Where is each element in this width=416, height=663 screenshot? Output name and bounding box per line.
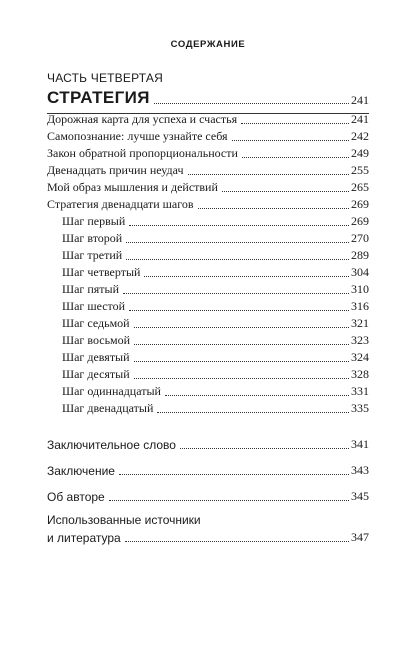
page-number: 242 [351, 129, 369, 143]
page-number: 341 [351, 437, 369, 451]
part-label: ЧАСТЬ ЧЕТВЕРТАЯ [47, 71, 163, 85]
page-number: 304 [351, 265, 369, 279]
toc-entry[interactable] [47, 197, 369, 212]
entry-title: Стратегия двенадцати шагов [47, 197, 194, 211]
toc-sub-entry[interactable] [62, 367, 369, 382]
page-number: 269 [351, 214, 369, 228]
toc-entry[interactable] [47, 489, 369, 504]
entry-title: Шаг третий [62, 248, 123, 262]
toc-sub-entry[interactable] [62, 282, 369, 297]
entry-title: Шаг двенадцатый [62, 401, 154, 415]
toc-entry[interactable] [47, 129, 369, 144]
toc-entry[interactable] [47, 437, 369, 452]
toc-entry-part-title[interactable] [47, 88, 369, 108]
entry-title: Шаг седьмой [62, 316, 130, 330]
page-number: 321 [351, 316, 369, 330]
leader-dots [232, 140, 349, 141]
leader-dots [222, 191, 349, 192]
entry-title: Шаг второй [62, 231, 123, 245]
entry-title: Заключительное слово [47, 438, 176, 452]
leader-dots [134, 378, 349, 379]
leader-dots [109, 500, 349, 501]
entry-title: Самопознание: лучше узнайте себя [47, 129, 228, 143]
toc-entry-sources[interactable] [47, 530, 369, 545]
page-number: 328 [351, 367, 369, 381]
toc-sub-entry[interactable] [62, 401, 369, 416]
leader-dots [123, 293, 349, 294]
toc-sub-entry[interactable] [62, 350, 369, 365]
page-number: 316 [351, 299, 369, 313]
page-number: 289 [351, 248, 369, 262]
leader-dots [134, 327, 349, 328]
leader-dots [134, 361, 349, 362]
leader-dots [242, 157, 349, 158]
page-number: 324 [351, 350, 369, 364]
entry-title: Шаг восьмой [62, 333, 131, 347]
toc-sub-entry[interactable] [62, 231, 369, 246]
toc-entry[interactable] [47, 463, 369, 478]
entry-title: Шаг девятый [62, 350, 130, 364]
entry-title: Шаг одиннадцатый [62, 384, 161, 398]
page-number: 323 [351, 333, 369, 347]
toc-sub-entry[interactable] [62, 214, 369, 229]
leader-dots [129, 225, 349, 226]
toc-sub-entry[interactable] [62, 265, 369, 280]
leader-dots [125, 541, 349, 542]
sources-title-line1: Использованные источники [47, 513, 201, 527]
leader-dots [144, 276, 349, 277]
toc-entry[interactable] [47, 180, 369, 195]
page-number: 331 [351, 384, 369, 398]
page-number: 241 [351, 112, 369, 126]
entry-title: Шаг первый [62, 214, 126, 228]
entry-title: Закон обратной пропорциональности [47, 146, 238, 160]
leader-dots [188, 174, 349, 175]
entry-title: Заключение [47, 464, 115, 478]
toc-entry[interactable] [47, 163, 369, 178]
toc-sub-entry[interactable] [62, 299, 369, 314]
entry-title: Шаг пятый [62, 282, 120, 296]
page-number: 255 [351, 163, 369, 177]
page-number: 265 [351, 180, 369, 194]
leader-dots [126, 242, 349, 243]
page-number: 335 [351, 401, 369, 415]
entry-title: Двенадцать причин неудач [47, 163, 184, 177]
page-number: 270 [351, 231, 369, 245]
page-number: 347 [351, 530, 369, 544]
leader-dots [180, 448, 349, 449]
toc-entry[interactable] [47, 112, 369, 127]
entry-title: Шаг десятый [62, 367, 130, 381]
leader-dots [126, 259, 349, 260]
entry-title: Шаг четвертый [62, 265, 141, 279]
toc-sub-entry[interactable] [62, 248, 369, 263]
toc-sub-entry[interactable] [62, 333, 369, 348]
entry-title: Мой образ мышления и действий [47, 180, 218, 194]
entry-title: Шаг шестой [62, 299, 126, 313]
leader-dots [157, 412, 349, 413]
entry-title: Дорожная карта для успеха и счастья [47, 112, 238, 126]
page-number: 241 [351, 93, 369, 107]
toc-entry[interactable] [47, 146, 369, 161]
page-number: 269 [351, 197, 369, 211]
page-header: СОДЕРЖАНИЕ [170, 39, 246, 50]
leader-dots [198, 208, 349, 209]
part-title: СТРАТЕГИЯ [47, 88, 150, 107]
leader-dots [241, 123, 349, 124]
page-number: 345 [351, 489, 369, 503]
page-number: 249 [351, 146, 369, 160]
toc-sub-entry[interactable] [62, 316, 369, 331]
leader-dots [165, 395, 349, 396]
toc-sub-entry[interactable] [62, 384, 369, 399]
entry-title: Об авторе [47, 490, 105, 504]
page-number: 310 [351, 282, 369, 296]
leader-dots [134, 344, 349, 345]
leader-dots [119, 474, 349, 475]
leader-dots [154, 103, 349, 104]
page-number: 343 [351, 463, 369, 477]
leader-dots [129, 310, 349, 311]
sources-title-line2: и литература [47, 531, 121, 545]
